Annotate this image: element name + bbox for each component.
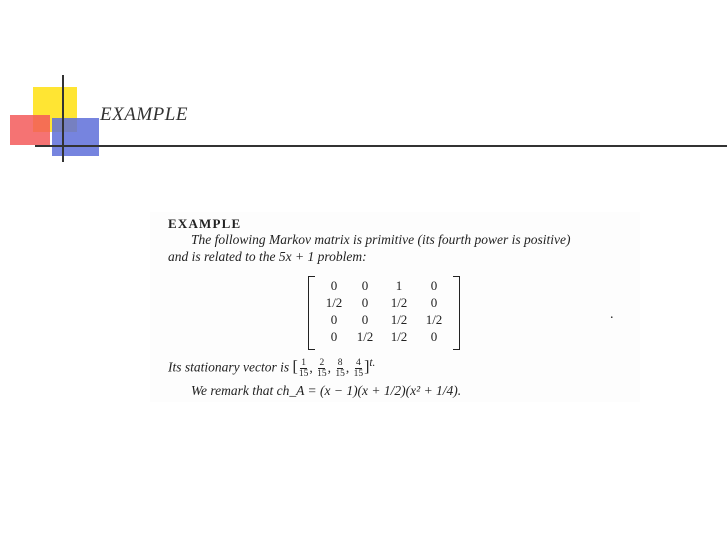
fraction-numerator: 8 — [337, 357, 343, 368]
matrix-cell: 0 — [330, 312, 338, 327]
fraction-numerator: 4 — [355, 357, 361, 368]
matrix-entries — [318, 278, 450, 346]
vector-fraction — [299, 358, 309, 379]
fraction-denominator: 15 — [335, 368, 345, 379]
vector-fraction — [317, 358, 327, 379]
vector-fraction — [335, 358, 345, 379]
matrix-period: . — [610, 307, 614, 322]
intro-line-2: and is related to the 5x + 1 problem: — [168, 249, 367, 264]
matrix-left-bracket — [308, 276, 315, 350]
fraction-numerator: 2 — [319, 357, 325, 368]
fraction-numerator: 1 — [301, 357, 306, 368]
matrix-cell: 1/2 — [390, 295, 408, 310]
matrix-cell: 1/2 — [390, 312, 408, 327]
blue-decor-block — [52, 118, 99, 156]
stationary-prefix: Its stationary vector is — [168, 359, 290, 375]
slide-title: EXAMPLE — [100, 104, 188, 125]
markov-matrix — [308, 276, 460, 348]
vector-close-bracket: ] — [364, 358, 370, 376]
example-image-block — [150, 212, 640, 402]
vector-separator: , — [345, 359, 353, 375]
matrix-cell: 0 — [430, 295, 438, 310]
fraction-denominator: 15 — [298, 368, 309, 379]
remark-line: We remark that ch_A = (x − 1)(x + 1/2)(x² + 1/4). — [191, 383, 462, 398]
matrix-cell: 1 — [395, 278, 403, 293]
matrix-cell: 1/2 — [325, 295, 343, 310]
fraction-denominator: 15 — [353, 368, 364, 379]
matrix-cell: 0 — [361, 312, 369, 327]
intro-line-1: The following Markov matrix is primitive (its fourth power is positive) — [191, 232, 571, 247]
fraction-denominator: 15 — [317, 368, 327, 379]
stationary-vector — [298, 357, 364, 379]
matrix-cell: 0 — [361, 295, 369, 310]
example-heading: EXAMPLE — [168, 216, 242, 231]
matrix-cell: 1/2 — [425, 312, 443, 327]
vertical-rule — [62, 75, 64, 162]
matrix-cell: 1/2 — [390, 329, 408, 344]
matrix-cell: 0 — [330, 278, 338, 293]
matrix-cell: 0 — [430, 278, 438, 293]
matrix-cell: 0 — [361, 278, 369, 293]
matrix-cell: 0 — [430, 329, 438, 344]
matrix-cell: 0 — [330, 329, 338, 344]
matrix-right-bracket — [453, 276, 460, 350]
vector-open-bracket: [ — [292, 358, 298, 376]
stationary-vector-line — [168, 357, 375, 379]
stationary-suffix: t. — [369, 357, 376, 369]
vector-fraction — [354, 358, 364, 379]
horizontal-rule — [35, 145, 727, 147]
vector-separator: , — [309, 359, 317, 375]
red-decor-block — [10, 115, 50, 145]
matrix-cell: 1/2 — [356, 329, 374, 344]
vector-separator: , — [327, 359, 335, 375]
